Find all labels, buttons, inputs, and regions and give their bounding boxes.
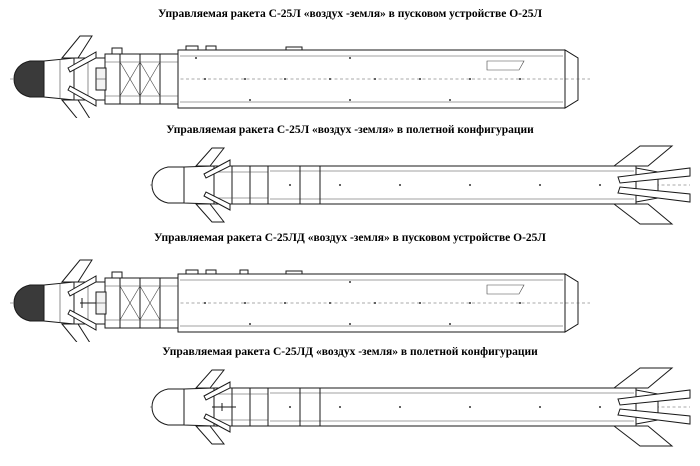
figure-1-caption: Управляемая ракета С-25Л «воздух -земля» в пусковом устройстве О-25Л xyxy=(157,8,543,20)
figure-1-drawing xyxy=(0,28,700,118)
figure-2-drawing xyxy=(0,144,700,226)
figure-3-caption: Управляемая ракета С-25ЛД «воздух -земля» в пусковом устройстве О-25Л xyxy=(154,232,546,244)
figure-4-caption: Управляемая ракета С-25ЛД «воздух -земля» в полетной конфигурации xyxy=(162,346,538,358)
figure-4-drawing xyxy=(0,366,700,448)
figure-3-drawing xyxy=(0,252,700,342)
figure-2-caption: Управляемая ракета С-25Л «воздух -земля» в полетной конфигурации xyxy=(166,124,534,136)
